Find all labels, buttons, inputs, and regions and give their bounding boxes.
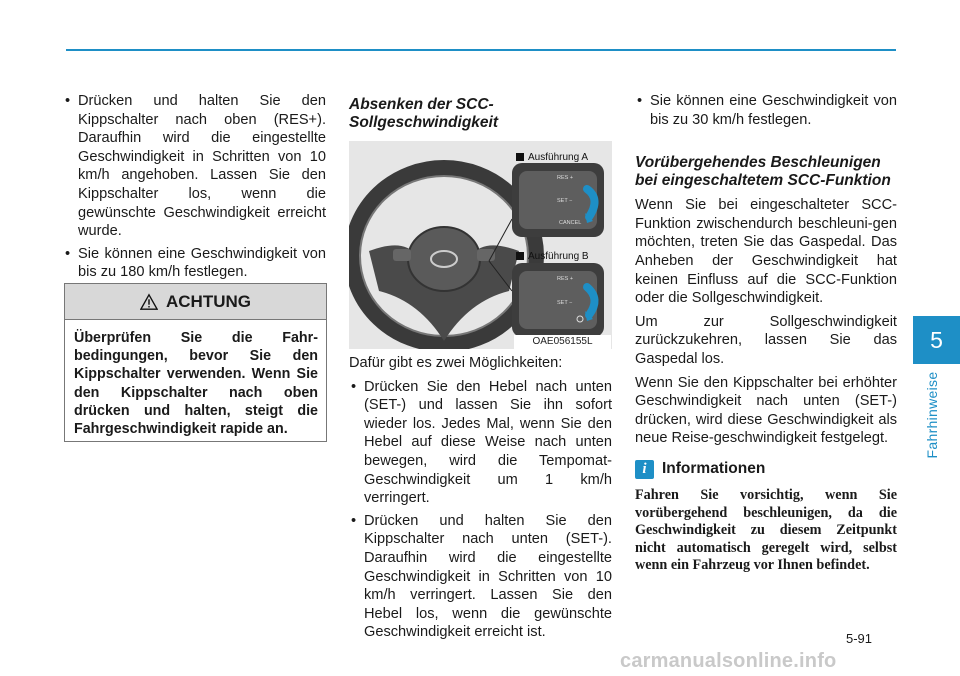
warning-text: Überprüfen Sie die Fahr-bedingungen, bevor Sie den Kippschalter verwenden. Wenn Sie den Kippschalter nach oben drücken und halten, steigt die Fahrgeschwindigkeit rapide an.: [74, 330, 318, 438]
variant-a-marker: [516, 153, 524, 161]
list-item: • Drücken Sie den Hebel nach unten (SET-) und lassen Sie ihn sofort wieder los. Jedes Mal, wenn Sie den Hebel auf diese Weise nach unten bewegen, wird die Tempomat-Geschwindigkeit um 1 km/h verringert.: [349, 378, 612, 508]
paragraph: Wenn Sie den Kippschalter bei erhöhter Geschwindigkeit nach unten (SET-) drücken, wird diese Geschwindigkeit als neue Reise-geschwindigkeit festgelegt.: [635, 374, 897, 447]
watermark: carmanualsonline.info: [620, 650, 837, 672]
variant-b-marker: [516, 252, 524, 260]
svg-text:RES +: RES +: [557, 276, 574, 282]
svg-text:RES +: RES +: [557, 175, 574, 181]
warning-triangle-icon: [140, 293, 158, 311]
section-heading: Absenken der SCC-Sollgeschwindigkeit: [349, 96, 498, 131]
list-item: • Sie können eine Geschwindigkeit von bis zu 30 km/h festlegen.: [635, 92, 897, 129]
column-2-body: [349, 354, 612, 646]
info-header: [635, 460, 897, 479]
warning-header: [65, 284, 326, 320]
figure-code: OAE056155L: [514, 335, 611, 349]
steering-wheel-figure: [349, 141, 612, 349]
info-title: Informationen: [662, 460, 766, 478]
column-2: [349, 96, 612, 132]
chapter-label: [922, 370, 942, 460]
list-item: • Drücken und halten Sie den Kippschalter nach oben (RES+). Daraufhin wird die eingestellte Geschwindigkeit in Schritten von 10 km/h angehoben. Lassen Sie den Kippschalter los, wenn die gewünschte Geschwindigkeit erreicht wurde.: [63, 92, 326, 241]
chapter-label-text: Fahrhinweise: [924, 371, 940, 459]
variant-b-label: [516, 249, 589, 263]
section-heading: Vorübergehendes Beschleunigen bei eingeschaltetem SCC-Funktion: [635, 154, 891, 190]
steering-wheel-illustration: [349, 141, 612, 349]
intro-text: Dafür gibt es zwei Möglichkeiten:: [349, 355, 563, 371]
list-item: • Drücken und halten Sie den Kippschalter nach unten (SET-). Daraufhin wird die eingestellte Geschwindigkeit in Schritten von 10 km/h verringert. Lassen Sie den Hebel los, wenn die gewünschte Geschwindigkeit erreicht ist.: [349, 512, 612, 642]
svg-text:SET −: SET −: [557, 300, 573, 306]
chapter-tab: 5: [913, 316, 960, 364]
variant-a-label: [516, 150, 588, 164]
paragraph: Um zur Sollgeschwindigkeit zurückzukehren, lassen Sie das Gaspedal los.: [635, 313, 897, 367]
info-text: Fahren Sie vorsichtig, wenn Sie vorübergehend beschleunigen, da die Geschwindigkeit zu diesem Zeitpunkt nicht automatisch geregelt wird, selbst wenn ein Fahrzeug vor Ihnen befindet.: [635, 486, 897, 574]
variant-b-text: Ausführung B: [528, 250, 589, 262]
svg-text:CANCEL: CANCEL: [559, 220, 582, 226]
column-3: [635, 92, 897, 575]
svg-text:SET −: SET −: [557, 198, 573, 204]
warning-title: ACHTUNG: [166, 291, 251, 311]
paragraph: Wenn Sie bei eingeschalteter SCC-Funktion zwischendurch beschleuni-gen möchten, treten Sie das Gaspedal. Das Anheben der Geschwindigkeit hat keinen Einfluss auf die SCC-Funktion oder die Sollgeschwindigkeit.: [635, 197, 897, 307]
top-rule: [66, 49, 896, 51]
page-number: 5-91: [846, 631, 873, 646]
list-item: • Sie können eine Geschwindigkeit von bis zu 180 km/h festlegen.: [63, 245, 326, 282]
info-icon: i: [635, 460, 654, 479]
variant-a-text: Ausführung A: [528, 151, 589, 163]
column-1: [63, 92, 326, 286]
warning-box: [64, 283, 327, 442]
